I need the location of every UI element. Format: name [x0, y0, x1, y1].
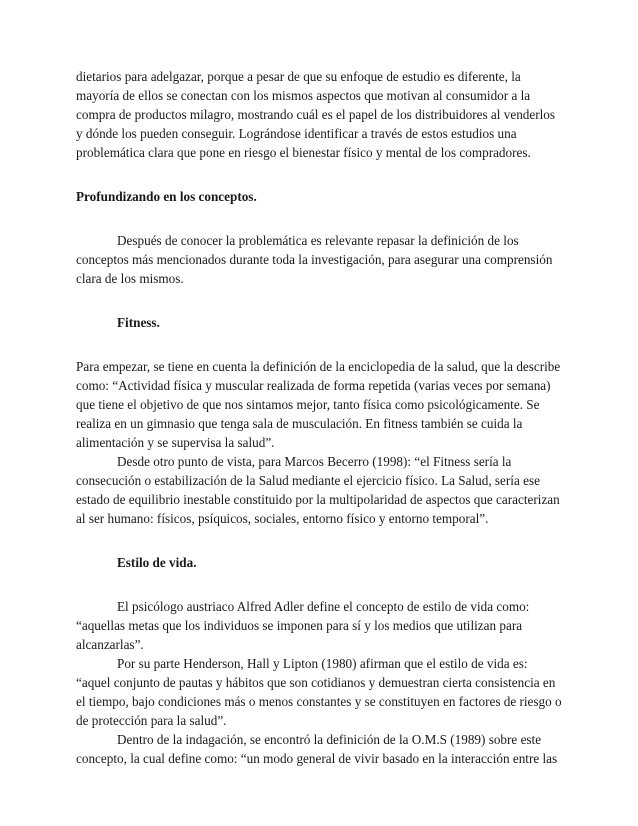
text-line: el tiempo, bajo condiciones más o menos constantes y se constituyen en factores de riesgo o	[76, 694, 562, 709]
section-heading: Profundizando en los conceptos.	[76, 189, 257, 204]
text-line: Dentro de la indagación, se encontró la definición de la O.M.S (1989) sobre este	[117, 732, 542, 747]
text-line: El psicólogo austriaco Alfred Adler define el concepto de estilo de vida como:	[117, 599, 530, 614]
text-line: Desde otro punto de vista, para Marcos Becerro (1998): “el Fitness sería la	[117, 454, 512, 469]
text-line: conceptos más mencionados durante toda la investigación, para asegurar una comprensión	[76, 252, 553, 267]
text-line: clara de los mismos.	[76, 271, 184, 286]
text-line: Por su parte Henderson, Hall y Lipton (1980) afirman que el estilo de vida es:	[117, 656, 528, 671]
text-line: consecución o estabilización de la Salud mediante el ejercicio físico. La Salud, sería ese	[76, 473, 540, 488]
text-line: realiza en un gimnasio que tenga sala de musculación. En fitness también se cuida la	[76, 416, 523, 431]
text-line: Para empezar, se tiene en cuenta la definición de la enciclopedia de la salud, que la describe	[76, 359, 561, 374]
text-line: concepto, la cual define como: “un modo general de vivir basado en la interacción entre las	[76, 751, 558, 766]
text-line: compra de productos milagro, mostrando cuál es el papel de los distribuidores al venderlos	[76, 107, 556, 122]
text-line: como: “Actividad física y muscular realizada de forma repetida (varias veces por semana)	[76, 378, 551, 393]
text-line: “aquellas metas que los individuos se imponen para sí y los medios que utilizan para	[76, 618, 523, 633]
section-heading: Fitness.	[117, 315, 160, 330]
text-line: y dónde los pueden conseguir. Lográndose identificar a través de estos estudios una	[76, 126, 517, 141]
text-line: mayoría de ellos se conectan con los mismos aspectos que motivan al consumidor a la	[76, 88, 531, 103]
text-line: Después de conocer la problemática es relevante repasar la definición de los	[117, 233, 519, 248]
text-line: alcanzarlas”.	[76, 637, 144, 652]
section-heading: Estilo de vida.	[117, 555, 197, 570]
text-line: dietarios para adelgazar, porque a pesar de que su enfoque de estudio es diferente, la	[76, 69, 521, 84]
text-line: “aquel conjunto de pautas y hábitos que son cotidianos y demuestran cierta consistencia en	[76, 675, 556, 690]
text-line: de protección para la salud”.	[76, 713, 227, 728]
text-line: al ser humano: físicos, psíquicos, sociales, entorno físico y entorno temporal”.	[76, 511, 489, 526]
text-line: que tiene el objetivo de que nos sintamos mejor, tanto física como psicológicamente. Se	[76, 397, 540, 412]
text-line: alimentación y se supervisa la salud”.	[76, 435, 275, 450]
text-line: estado de equilibrio inestable constituido por la multipolaridad de aspectos que caracterizan	[76, 492, 560, 507]
text-line: problemática clara que pone en riesgo el bienestar físico y mental de los compradores.	[76, 145, 531, 160]
